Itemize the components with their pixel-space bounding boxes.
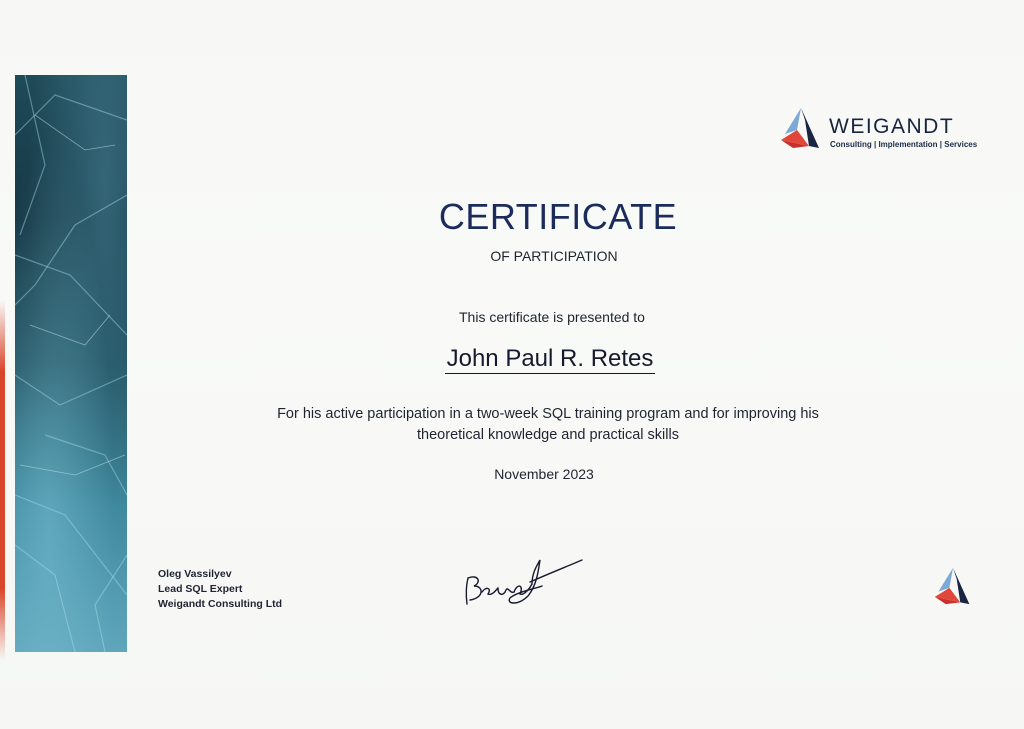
brand-name: WEIGANDT bbox=[829, 115, 955, 138]
weigandt-logo bbox=[779, 106, 979, 152]
signer-block bbox=[158, 567, 282, 612]
red-edge-accent bbox=[0, 300, 5, 660]
recipient-name bbox=[38, 345, 1024, 373]
brand-tagline: Consulting | Implementation | Services bbox=[830, 140, 978, 149]
signer-company: Weigandt Consulting Ltd bbox=[158, 598, 283, 610]
certificate-title: CERTIFICATE bbox=[438, 196, 678, 237]
certificate-subtitle: OF PARTICIPATION bbox=[490, 248, 618, 264]
signer-name: Oleg Vassilyev bbox=[158, 568, 232, 580]
recipient-name-text: John Paul R. Retes bbox=[446, 345, 654, 372]
presented-to-text: This certificate is presented to bbox=[459, 309, 645, 325]
certificate-date: November 2023 bbox=[494, 466, 594, 482]
corner-weigandt-icon bbox=[933, 566, 973, 606]
weigandt-triangle-icon bbox=[779, 106, 823, 150]
reason-line-1: For his active participation in a two-week SQL training program and for improving his bbox=[277, 406, 819, 422]
signer-role: Lead SQL Expert bbox=[158, 583, 243, 595]
handwritten-signature bbox=[458, 552, 588, 612]
participation-reason bbox=[36, 404, 1024, 446]
reason-line-2: theoretical knowledge and practical skills bbox=[417, 427, 679, 443]
